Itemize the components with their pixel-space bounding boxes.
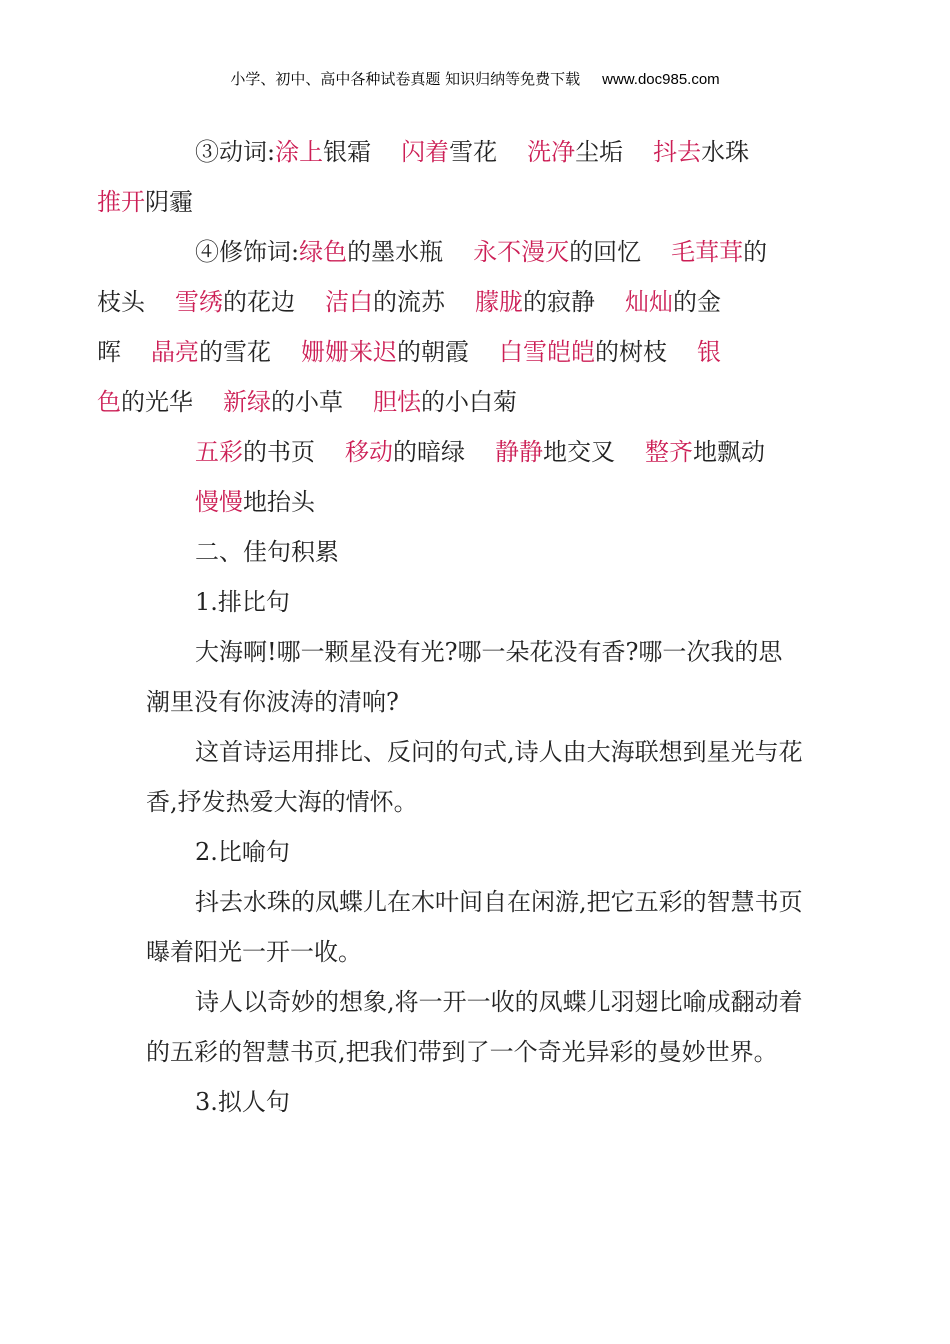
verbs-label: ③动词: <box>195 138 276 166</box>
modifier-term: 枝头 <box>97 288 145 316</box>
modifiers-paragraph-2 <box>146 427 806 527</box>
modifiers-paragraph <box>97 227 806 427</box>
modifier-term: 雪绣的花边 <box>175 288 295 316</box>
quote-paragraph: 大海啊!哪一颗星没有光?哪一朵花没有香?哪一次我的思潮里没有你波涛的清响? <box>146 638 783 716</box>
analysis-paragraph: 诗人以奇妙的想象,将一开一收的凤蝶儿羽翅比喻成翻动着的五彩的智慧书页,把我们带到了一个奇光异彩的曼妙世界。 <box>146 988 803 1066</box>
header-url[interactable]: www.doc985.com <box>602 71 720 88</box>
verb-term: 推开阴霾 <box>97 188 193 216</box>
modifier-term: 朦胧的寂静 <box>475 288 595 316</box>
document-body <box>97 127 806 1127</box>
modifier-term: 毛茸茸的 <box>671 238 768 266</box>
verb-term: 抖去水珠 <box>653 138 750 166</box>
header-text: 小学、初中、高中各种试卷真题 知识归纳等免费下载 <box>230 70 581 88</box>
modifier-term: 永不漫灭的回忆 <box>473 238 642 266</box>
verb-term: 闪着雪花 <box>401 138 498 166</box>
page-header <box>0 68 950 89</box>
verb-term: 洗净尘垢 <box>527 138 624 166</box>
modifiers-label: ④修饰词: <box>195 238 300 266</box>
section-title: 二、佳句积累 <box>195 538 339 566</box>
modifier-term: 慢慢地抬头 <box>195 488 315 516</box>
modifier-term: 静静地交叉 <box>495 438 615 466</box>
modifier-term: 移动的暗绿 <box>345 438 465 466</box>
quote-paragraph: 抖去水珠的凤蝶儿在木叶间自在闲游,把它五彩的智慧书页曝着阳光一开一收。 <box>146 888 803 966</box>
modifier-term: 晶亮的雪花 <box>151 338 271 366</box>
modifier-term: 胆怯的小白菊 <box>373 388 517 416</box>
verb-term: 涂上银霜 <box>275 138 372 166</box>
modifier-term: 灿灿的金 <box>625 288 721 316</box>
modifier-term: 色的光华 <box>97 388 193 416</box>
subsection-heading: 2.比喻句 <box>195 838 290 866</box>
verbs-paragraph <box>97 127 806 227</box>
modifier-term: 洁白的流苏 <box>325 288 445 316</box>
modifier-term: 整齐地飘动 <box>645 438 765 466</box>
modifier-term: 银 <box>697 338 721 366</box>
analysis-paragraph: 这首诗运用排比、反问的句式,诗人由大海联想到星光与花香,抒发热爱大海的情怀。 <box>146 738 803 816</box>
modifier-term: 五彩的书页 <box>195 438 315 466</box>
modifier-term: 白雪皑皑的树枝 <box>499 338 667 366</box>
subsection-heading: 3.拟人句 <box>195 1088 290 1116</box>
modifier-term: 新绿的小草 <box>223 388 343 416</box>
modifier-term: 晖 <box>97 338 121 366</box>
modifier-term: 姗姗来迟的朝霞 <box>301 338 469 366</box>
modifier-term: 绿色的墨水瓶 <box>299 238 444 266</box>
subsection-heading: 1.排比句 <box>195 588 290 616</box>
